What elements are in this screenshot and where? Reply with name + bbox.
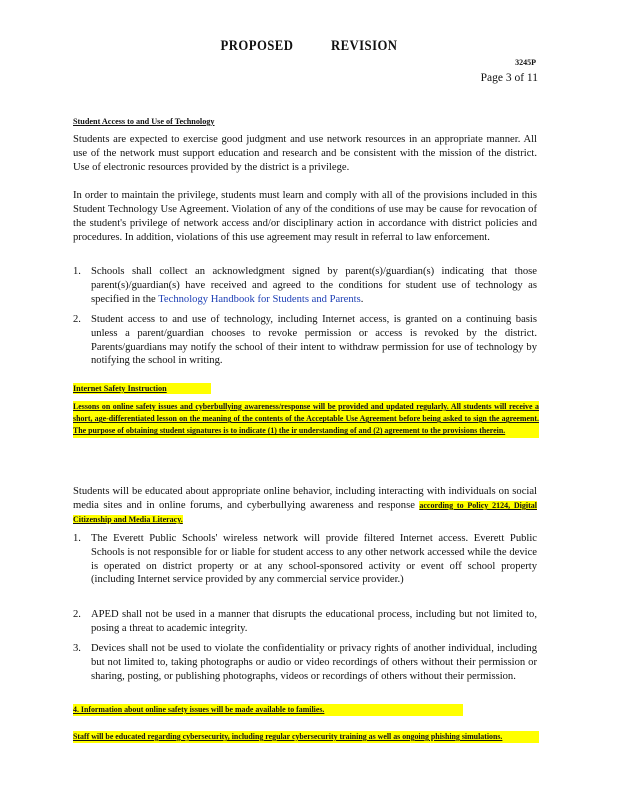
highlighted-families-item: 4. Information about online safety issues will be made available to families. [73,704,463,716]
list-item-aped [73,608,537,636]
list-item-end: . [360,293,364,305]
list-item-text: APED shall not be used in a manner that disrupts the educational process, including but not limited to, posing a threat to academic integrity. [91,609,537,634]
list-number: 3. [73,643,81,654]
highlighted-staff-paragraph: Staff will be educated regarding cybersecurity, including regular cybersecurity training as well as ongoing phishing simulations. [73,731,539,743]
list-number: 1. [73,266,81,277]
section-heading-internet-safety: Internet Safety Instruction [73,383,211,394]
list-item-acknowledgment [73,265,537,306]
list-item-text: Student access to and use of technology, including Internet access, is granted on a continuing basis unless a parent/guardian chooses to revoke permission or access is revoked by the district. Parents/guardians may notify the school of their intent to withdraw permission for use of technology by notifying the school in writing. [91,314,537,367]
section-heading-student-access: Student Access to and Use of Technology [73,117,215,126]
list-item-continuing-access [73,313,537,368]
list-number: 1. [73,533,81,544]
paragraph-lead: Students will be educated about appropriate online behavior, including interacting with individuals on social media sites and in online forums, and cyberbullying awareness and response [73,486,537,511]
paragraph-privilege: In order to maintain the privilege, students must learn and comply with all of the provisions included in this Student Technology Use Agreement. Violation of any of the conditions of use may be cause for revocation of the student's privilege of network access and/or disciplinary action in accordance with district policies and procedures. In addition, violations of this use agreement may result in referral to law enforcement. [73,190,537,243]
list-item-text: The Everett Public Schools' wireless network will provide filtered Internet access. Everett Public Schools is not responsible for or liable for student access to any other network accessed while the device is operated on district property or at any school-sponsored activity or event off school property (including Internet service provided by any commercial service provider.) [91,533,537,586]
list-item-text: Devices shall not be used to violate the confidentiality or privacy rights of another individual, including but not limited to, taking photographs or audio or video recordings of others without their permission or sharing, posting, or publishing photographs, videos or recordings of others without their permission. [91,643,537,682]
paragraph-online-behavior [73,485,537,527]
highlighted-lessons-paragraph: Lessons on online safety issues and cyberbullying awareness/response will be provided and updated regularly. All students will receive a short, age-differentiated lesson on the meaning of the contents of the Acceptable Use Agreement before being asked to sign the agreement. The purpose of obtaining student signatures is to indicate (1) the ir understanding of and (2) agreement to the provisions therein. [73,401,539,438]
list-number: 2. [73,609,81,620]
paragraph-expectations: Students are expected to exercise good judgment and use network resources in an appropriate manner. All use of the network must support education and research and be consistent with the mission of the district. Use of electronic resources provided by the district is a privilege. [73,134,537,173]
list-number: 2. [73,314,81,325]
list-item-wireless-network [73,532,537,587]
page-number: Page 3 of 11 [480,72,538,84]
handbook-link[interactable]: Technology Handbook for Students and Parents [158,293,361,305]
policy-code: 3245P [515,58,536,67]
page-title: PROPOSED REVISION [220,38,398,54]
policy-reference: according to Policy 2124, Digital Citizenship and Media Literacy. [73,501,537,524]
list-item-text: Schools shall collect an acknowledgment signed by parent(s)/guardian(s) indicating that those parent(s)/guardian(s) have received and agreed to the conditions for student use of technology as specified in the [91,266,537,305]
list-item-devices [73,642,537,683]
